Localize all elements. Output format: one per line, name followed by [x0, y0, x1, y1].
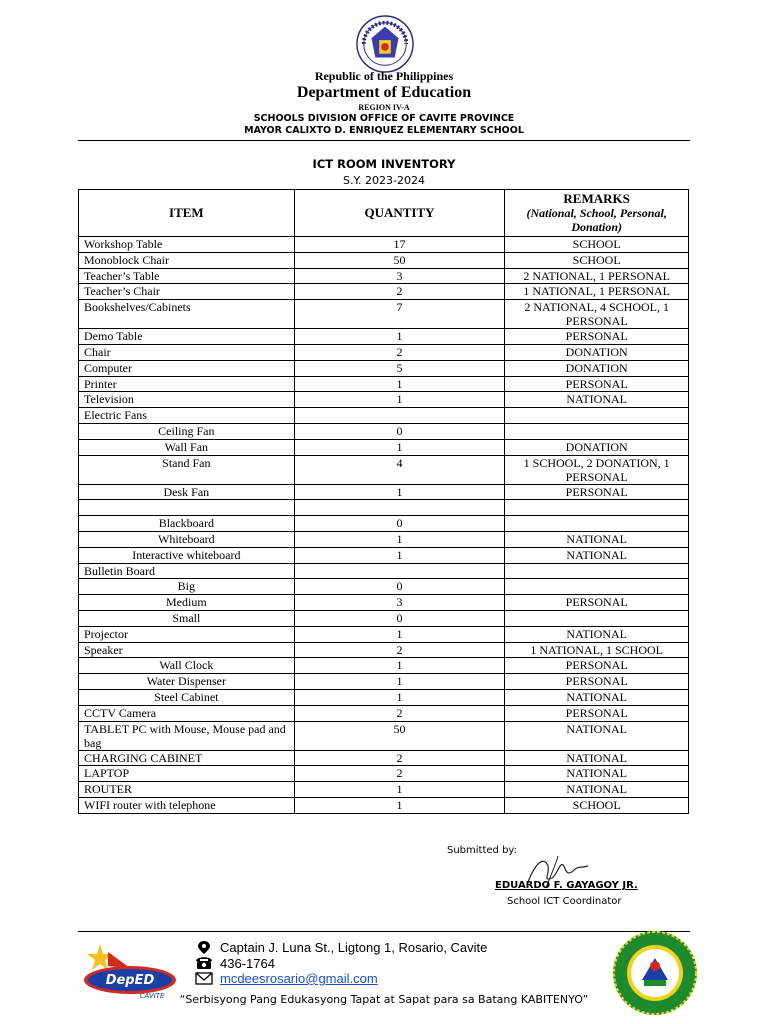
submitted-by-label: Submitted by: [447, 845, 517, 856]
quantity-cell: 2 [294, 750, 505, 766]
remarks-cell: DONATION [505, 439, 689, 455]
quantity-cell: 2 [294, 344, 505, 360]
remarks-cell: DONATION [505, 360, 689, 376]
item-cell: Wall Clock [79, 658, 295, 674]
quantity-cell: 1 [294, 782, 505, 798]
table-row [79, 376, 689, 392]
table-row [79, 360, 689, 376]
remarks-cell: SCHOOL [505, 797, 689, 813]
email-icon [194, 971, 214, 986]
remarks-cell: 2 NATIONAL, 4 SCHOOL, 1 PERSONAL [505, 300, 689, 329]
remarks-cell: 1 SCHOOL, 2 DONATION, 1 PERSONAL [505, 455, 689, 484]
quantity-cell: 1 [294, 484, 505, 500]
deped-logo-sub: CAVITE [139, 992, 165, 1000]
quantity-cell [294, 500, 505, 516]
remarks-cell: 2 NATIONAL, 1 PERSONAL [505, 268, 689, 284]
quantity-cell: 1 [294, 439, 505, 455]
inventory-table [78, 189, 689, 814]
remarks-cell: PERSONAL [505, 484, 689, 500]
remarks-cell: SCHOOL [505, 252, 689, 268]
quantity-cell: 1 [294, 674, 505, 690]
table-row [79, 658, 689, 674]
region-label: REGION IV-A [358, 103, 410, 112]
item-cell: CCTV Camera [79, 705, 295, 721]
table-row [79, 797, 689, 813]
item-cell: Speaker [79, 642, 295, 658]
remarks-cell: NATIONAL [505, 766, 689, 782]
item-cell: Water Dispenser [79, 674, 295, 690]
republic-label: Republic of the Philippines [314, 69, 454, 83]
item-cell [79, 500, 295, 516]
quantity-cell: 1 [294, 626, 505, 642]
table-row [79, 766, 689, 782]
item-cell: Projector [79, 626, 295, 642]
quantity-cell: 1 [294, 658, 505, 674]
table-row [79, 268, 689, 284]
signer-title: School ICT Coordinator [507, 896, 622, 907]
school-address: Captain J. Luna St., Ligtong 1, Rosario, Cavite [220, 940, 488, 955]
quantity-cell: 2 [294, 642, 505, 658]
division-label: SCHOOLS DIVISION OFFICE OF CAVITE PROVINCE [253, 113, 515, 124]
quantity-cell: 17 [294, 237, 505, 253]
table-row [79, 516, 689, 532]
quantity-cell: 7 [294, 300, 505, 329]
remarks-cell: NATIONAL [505, 531, 689, 547]
quantity-cell: 50 [294, 721, 505, 750]
quantity-cell: 1 [294, 329, 505, 345]
item-cell: Medium [79, 595, 295, 611]
table-row [79, 484, 689, 500]
remarks-cell: NATIONAL [505, 392, 689, 408]
remarks-cell [505, 579, 689, 595]
quantity-cell: 0 [294, 423, 505, 439]
footer-divider [78, 931, 690, 932]
table-row [79, 750, 689, 766]
quantity-cell: 50 [294, 252, 505, 268]
table-row [79, 705, 689, 721]
item-cell: ROUTER [79, 782, 295, 798]
item-cell: Electric Fans [79, 408, 295, 424]
footer-tagline: “Serbisyong Pang Edukasyong Tapat at Sapat para sa Batang KABITENYO” [179, 993, 589, 1006]
table-row [79, 595, 689, 611]
quantity-cell: 3 [294, 595, 505, 611]
table-row [79, 237, 689, 253]
deped-seal-icon [356, 15, 414, 73]
quantity-cell [294, 563, 505, 579]
table-row [79, 547, 689, 563]
table-row [79, 344, 689, 360]
table-row [79, 721, 689, 750]
document-title: ICT ROOM INVENTORY [312, 157, 456, 171]
table-row [79, 439, 689, 455]
quantity-cell: 0 [294, 516, 505, 532]
remarks-cell: NATIONAL [505, 721, 689, 750]
school-year: S.Y. 2023-2024 [343, 174, 425, 187]
item-cell: Whiteboard [79, 531, 295, 547]
item-cell: Desk Fan [79, 484, 295, 500]
quantity-cell: 3 [294, 268, 505, 284]
remarks-cell [505, 610, 689, 626]
table-row [79, 500, 689, 516]
quantity-cell: 1 [294, 547, 505, 563]
remarks-cell: PERSONAL [505, 705, 689, 721]
quantity-cell: 1 [294, 689, 505, 705]
remarks-cell [505, 516, 689, 532]
remarks-cell: PERSONAL [505, 376, 689, 392]
inventory-body [79, 237, 689, 814]
table-row [79, 531, 689, 547]
remarks-header-sub: (National, School, Personal, Donation) [526, 206, 667, 234]
table-row [79, 423, 689, 439]
item-cell: Monoblock Chair [79, 252, 295, 268]
table-row [79, 610, 689, 626]
quantity-cell [294, 408, 505, 424]
table-row [79, 674, 689, 690]
table-row [79, 300, 689, 329]
table-row [79, 563, 689, 579]
table-header-row [79, 190, 689, 237]
remarks-cell [505, 408, 689, 424]
item-cell: Interactive whiteboard [79, 547, 295, 563]
table-row [79, 689, 689, 705]
remarks-cell: NATIONAL [505, 782, 689, 798]
item-cell: Chair [79, 344, 295, 360]
item-cell: Stand Fan [79, 455, 295, 484]
item-cell: Demo Table [79, 329, 295, 345]
remarks-column-header [505, 190, 689, 237]
item-cell: TABLET PC with Mouse, Mouse pad and bag [79, 721, 295, 750]
quantity-cell: 1 [294, 392, 505, 408]
quantity-cell: 4 [294, 455, 505, 484]
remarks-cell: PERSONAL [505, 658, 689, 674]
remarks-cell: PERSONAL [505, 595, 689, 611]
table-row [79, 782, 689, 798]
telephone-icon [194, 955, 214, 970]
table-row [79, 329, 689, 345]
quantity-cell: 1 [294, 531, 505, 547]
item-cell: Steel Cabinet [79, 689, 295, 705]
quantity-cell: 1 [294, 797, 505, 813]
item-cell: Blackboard [79, 516, 295, 532]
item-cell: Printer [79, 376, 295, 392]
school-name: MAYOR CALIXTO D. ENRIQUEZ ELEMENTARY SCHOOL [244, 125, 524, 136]
quantity-cell: 0 [294, 579, 505, 595]
item-cell: CHARGING CABINET [79, 750, 295, 766]
item-cell: Bookshelves/Cabinets [79, 300, 295, 329]
quantity-cell: 2 [294, 284, 505, 300]
quantity-cell: 2 [294, 766, 505, 782]
table-row [79, 284, 689, 300]
quantity-cell: 1 [294, 376, 505, 392]
quantity-column-header: QUANTITY [294, 190, 505, 237]
remarks-cell: SCHOOL [505, 237, 689, 253]
item-cell: Television [79, 392, 295, 408]
table-row [79, 626, 689, 642]
remarks-cell [505, 423, 689, 439]
school-email-link[interactable]: mcdeesrosario@gmail.com [220, 971, 378, 986]
item-cell: Workshop Table [79, 237, 295, 253]
remarks-cell: 1 NATIONAL, 1 SCHOOL [505, 642, 689, 658]
remarks-cell: NATIONAL [505, 750, 689, 766]
table-row [79, 579, 689, 595]
quantity-cell: 0 [294, 610, 505, 626]
quantity-cell: 2 [294, 705, 505, 721]
item-cell: Teacher’s Chair [79, 284, 295, 300]
table-row [79, 642, 689, 658]
remarks-cell: NATIONAL [505, 689, 689, 705]
department-title: Department of Education [296, 84, 472, 101]
item-column-header: ITEM [79, 190, 295, 237]
remarks-header-label: REMARKS [563, 191, 630, 206]
remarks-cell [505, 500, 689, 516]
item-cell: Bulletin Board [79, 563, 295, 579]
school-logo [612, 930, 698, 1016]
location-pin-icon [194, 940, 214, 955]
remarks-cell: NATIONAL [505, 547, 689, 563]
header-divider [78, 140, 690, 141]
item-cell: Small [79, 610, 295, 626]
table-row [79, 455, 689, 484]
table-row [79, 392, 689, 408]
signer-name: EDUARDO F. GAYAGOY JR. [495, 880, 638, 891]
quantity-cell: 5 [294, 360, 505, 376]
item-cell: Wall Fan [79, 439, 295, 455]
school-phone: 436-1764 [220, 956, 275, 971]
item-cell: Ceiling Fan [79, 423, 295, 439]
item-cell: Teacher’s Table [79, 268, 295, 284]
remarks-cell: PERSONAL [505, 329, 689, 345]
remarks-cell: 1 NATIONAL, 1 PERSONAL [505, 284, 689, 300]
item-cell: Computer [79, 360, 295, 376]
deped-logo-text: DepED [105, 973, 155, 988]
item-cell: WIFI router with telephone [79, 797, 295, 813]
remarks-cell: NATIONAL [505, 626, 689, 642]
remarks-cell [505, 563, 689, 579]
table-row [79, 408, 689, 424]
table-row [79, 252, 689, 268]
remarks-cell: PERSONAL [505, 674, 689, 690]
item-cell: LAPTOP [79, 766, 295, 782]
remarks-cell: DONATION [505, 344, 689, 360]
item-cell: Big [79, 579, 295, 595]
